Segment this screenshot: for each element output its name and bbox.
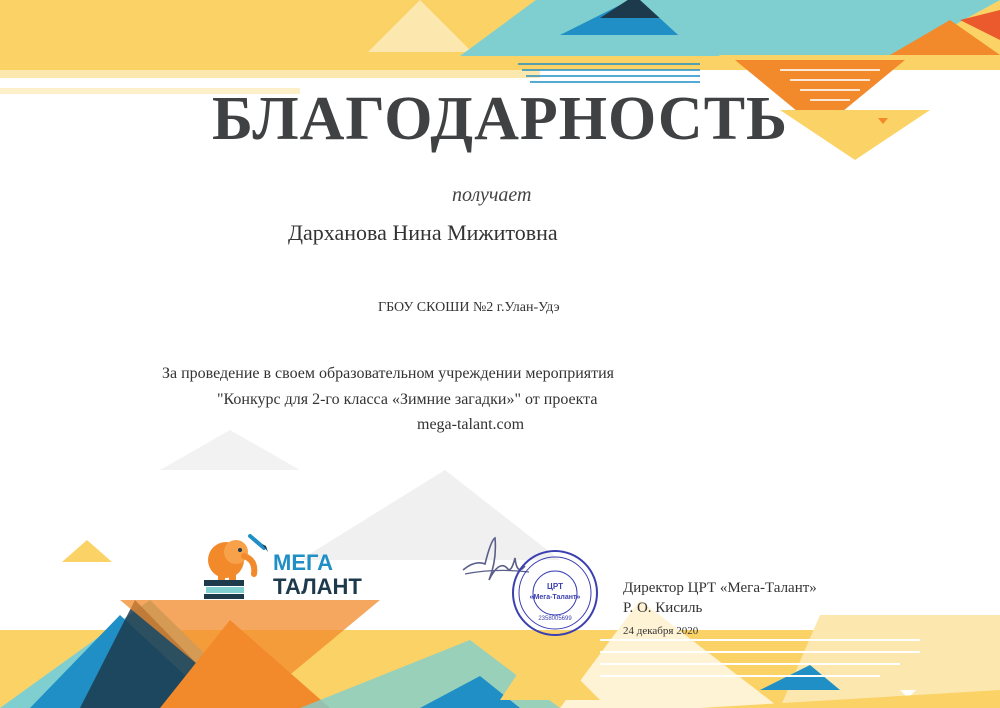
stamp-center-line1: ЦРТ — [547, 582, 563, 591]
official-stamp — [510, 548, 600, 638]
school-name: ГБОУ СКОШИ №2 г.Улан-Удэ — [378, 300, 560, 315]
reason-line-1: За проведение в своем образовательном учреждении мероприятия — [162, 365, 615, 382]
signatory-name: Р. О. Кисиль — [623, 600, 703, 616]
logo-text-line2: ТАЛАНТ — [273, 574, 362, 599]
stamp-number: 2358005699 — [538, 616, 572, 622]
certificate-title: БЛАГОДАРНОСТЬ — [211, 85, 789, 153]
reason-line-2: "Конкурс для 2-го класса «Зимние загадки»" от проекта — [217, 391, 598, 408]
issue-date: 24 декабря 2020 — [623, 625, 699, 637]
stamp-center-line2: «Мега-Талант» — [529, 594, 581, 601]
receives-label: получает — [452, 184, 532, 206]
mega-talant-logo — [196, 530, 371, 606]
recipient-name: Дарханова Нина Мижитовна — [288, 220, 558, 245]
logo-text-line1: МЕГА — [273, 550, 333, 575]
signatory-position: Директор ЦРТ «Мега-Талант» — [623, 580, 817, 596]
reason-line-3: mega-talant.com — [417, 416, 525, 433]
elephant-icon — [196, 530, 272, 602]
